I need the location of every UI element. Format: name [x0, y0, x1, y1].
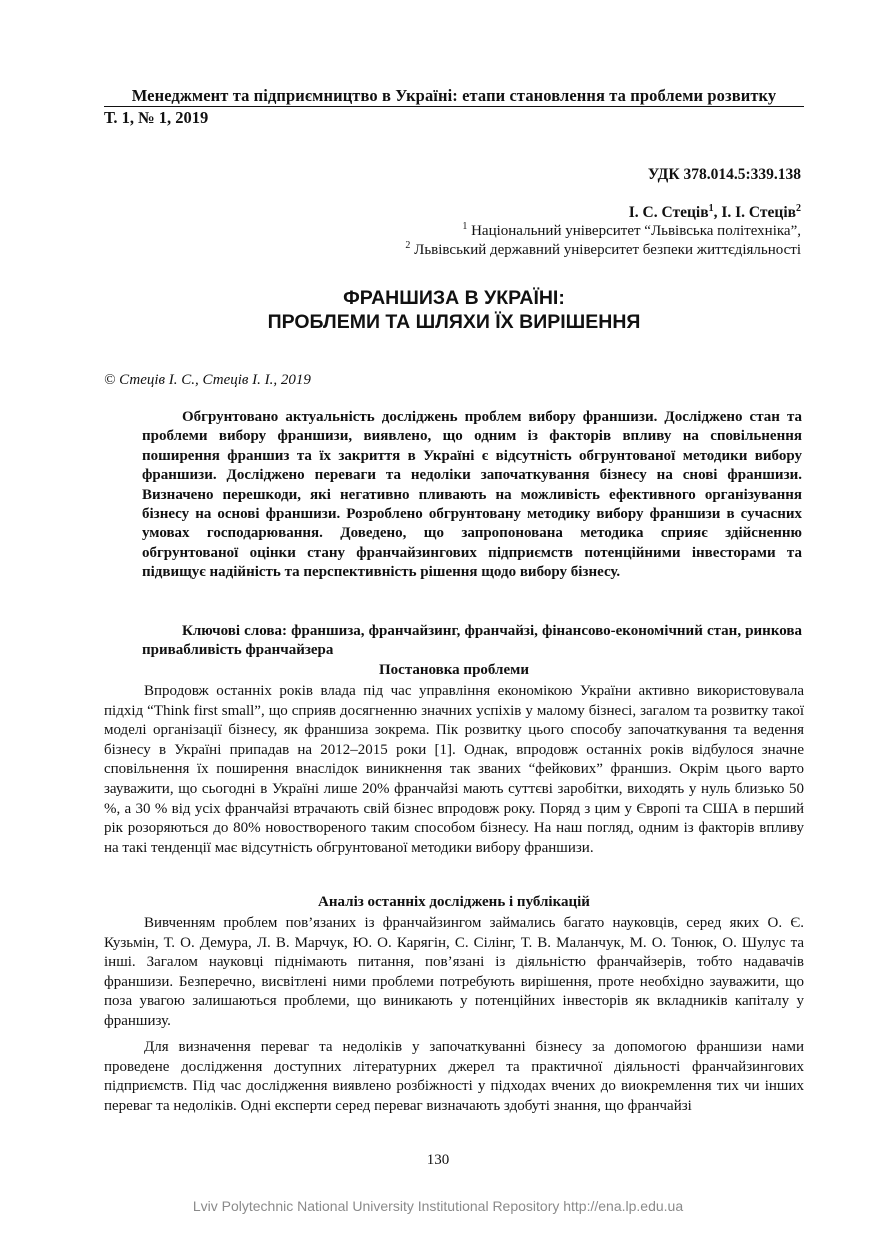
keywords-text: франшиза, франчайзинг, франчайзі, фінансово-економічний стан, ринкова привабливість франчайзера [142, 623, 802, 659]
affiliation-1-text: Національний університет “Львівська політехніка”, [471, 223, 801, 239]
abstract: Обгрунтовано актуальність досліджень проблем вибору франшизи. Досліджено стан та проблеми вибору франшизи, виявлено, що одним із факторів впливу на сповільнення поширення франшиз та їх закриття в Україні є відсутність обгрунтованої методики вибору франшизи. Досліджено переваги та недоліки започаткування бізнесу на снові франшизи. Визначено перешкоди, які негативно пливають на можливість ефективного організування бізнесу на основі франшизи. Розроблено обгрунтовану методику вибору франшизи в сучасних умовах господарювання. Доведено, що запропонована методика сприяє здійсненню обгрунтованої оцінки стану франчайзингових підприємств потенційними інвесторами та підвищує надійність та перспективність рішення щодо вибору бізнесу. [142, 409, 802, 581]
copyright-line: © Стецiв І. С., Стецiв І. І., 2019 [104, 372, 311, 388]
repository-footer: Lviv Polytechnic National University Institutional Repository http://ena.lp.edu.ua [192, 1198, 684, 1214]
author-2-sup: 2 [796, 202, 801, 214]
article-title-line-1: ФРАНШИЗА В УКРАЇНІ: [343, 287, 565, 309]
authors-line [629, 204, 801, 222]
keywords-label: Ключові слова: [182, 623, 287, 639]
page-number: 130 [426, 1152, 450, 1168]
article-title [104, 286, 804, 334]
affiliation-2-sup: 2 [405, 240, 411, 251]
author-1: І. С. Стецiв [628, 204, 709, 221]
affiliation-2 [405, 242, 801, 259]
journal-volume: Т. 1, № 1, 2019 [104, 108, 209, 127]
udc-code: УДК 378.014.5:339.138 [647, 166, 801, 183]
affiliation-1-sup: 1 [462, 221, 468, 232]
affiliation-2-text: Львівський державний університет безпеки життєдіяльності [414, 242, 801, 258]
affiliation-1 [462, 223, 801, 240]
keywords [142, 622, 802, 661]
section-heading-problem: Постановка проблеми [379, 662, 529, 678]
article-title-line-2: ПРОБЛЕМИ ТА ШЛЯХИ ЇХ ВИРІШЕННЯ [267, 311, 641, 333]
header-rule [104, 106, 804, 107]
section-heading-literature: Аналіз останніх досліджень і публікацій [318, 894, 590, 910]
author-separator: , [713, 204, 722, 221]
paragraph-literature-2: Для визначення переваг та недоліків у започаткуванні бізнесу за допомогою франшизи нами проведене дослідження доступних літературних джерел та практичної діяльності франчайзингових підприємств. Під час дослідження виявлено розбіжності у підходах вчених до виокремлення тих чи інших переваг та недоліків. Одні експерти серед переваг визначають здобуті знання, що франчайзі [104, 1039, 804, 1114]
paragraph-problem: Впродовж останніх років влада під час управління економікою України активно використовувала підхід “Think first small”, що сприяв досягненню значних успіхів у малому бізнесі, загалом та розвитку такої моделі організації бізнесу, як франшиза зокрема. Пік розвитку цього способу започаткування та ведення бізнесу в Україні припадав на 2012–2015 роки [1]. Однак, впродовж останніх років відбулося значне сповільнення їх поширення внаслідок виникнення так званих “фейкових” франшиз. Окрім цього варто зауважити, що сьогодні в Україні лише 20% франчайзі мають суттєві заробітки, виходять у нуль близько 50 %, а 30 % від усіх франчайзі втрачають свій бізнес впродовж року. Поряд з цим у Європі та США в перший рік розоряються до 80% новоствореного таким способом бізнесу. На наш погляд, одним із факторів впливу на такі тенденції має відсутність обгрунтованої методики вибору франшизи. [104, 683, 804, 856]
journal-title: Менеджмент та підприємництво в Україні: етапи становлення та проблеми розвитку [131, 86, 777, 105]
author-1-sup: 1 [708, 202, 714, 214]
author-2: І. І. Стецiв [721, 204, 796, 221]
paragraph-literature-1: Вивченням проблем пов’язаних із франчайзингом займались багато науковців, серед яких О. Є. Кузьмін, Т. О. Демура, Л. В. Марчук, Ю. О. Карягін, С. Сілінг, Т. В. Маланчук, М. О. Тонюк, О. Шулус та інші. Загалом науковці піднімають питання, пов’язані із діяльністю франчайзерів, тобто надавачів франшизи. Безперечно, висвітлені ними проблеми потребують вирішення, проте необхідно зауважити, що поза увагою залишаються проблеми, що виникають у потенційних інвесторів як вкладників капіталу у франшизу. [104, 915, 804, 1029]
